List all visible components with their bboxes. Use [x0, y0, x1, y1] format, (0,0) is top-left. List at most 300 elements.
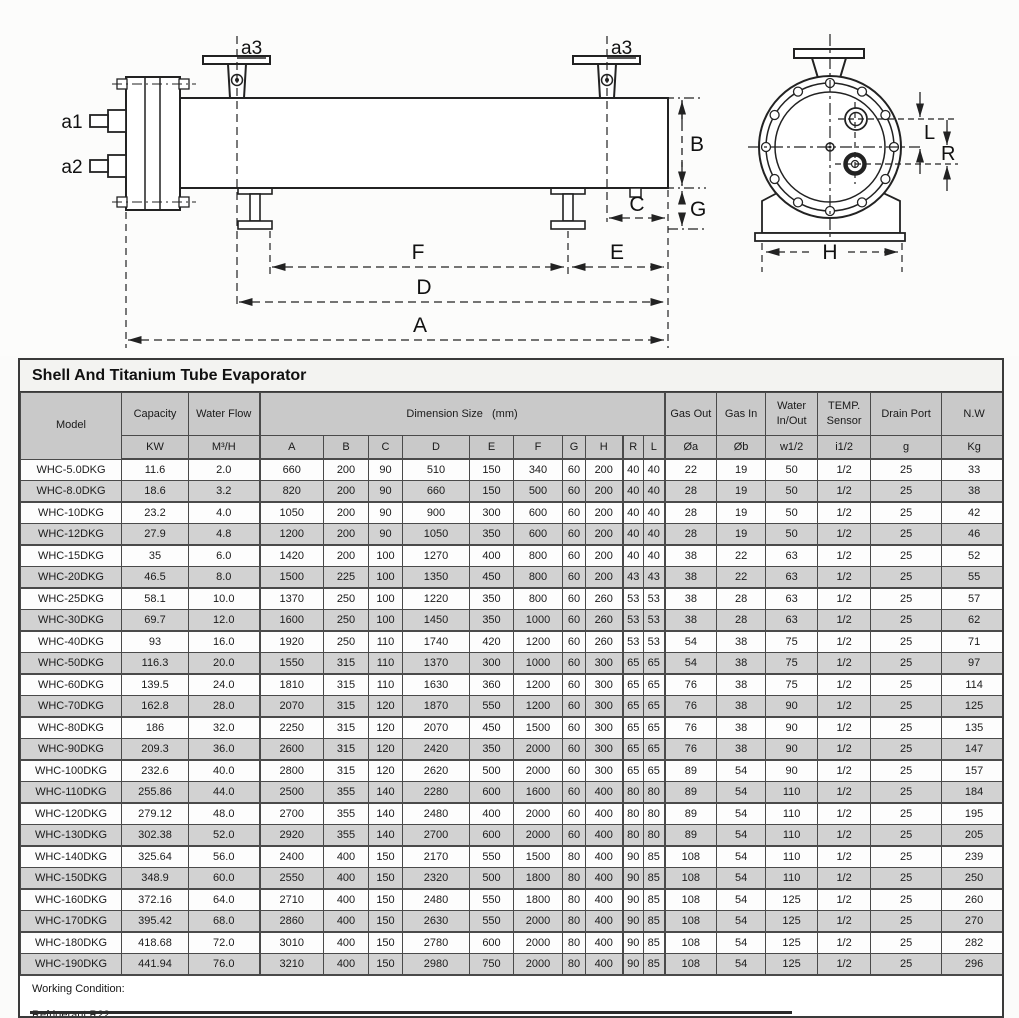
value-cell: 60 — [563, 502, 586, 524]
value-cell: 400 — [324, 954, 369, 976]
value-cell: 1370 — [403, 653, 470, 675]
value-cell: 325.64 — [122, 846, 189, 868]
value-cell: 2480 — [403, 889, 470, 911]
value-cell: 93 — [122, 631, 189, 653]
value-cell: 750 — [470, 954, 514, 976]
value-cell: 110 — [766, 782, 818, 804]
value-cell: 400 — [470, 803, 514, 825]
value-cell: 232.6 — [122, 760, 189, 782]
value-cell: 2630 — [403, 911, 470, 933]
value-cell: 2550 — [260, 868, 324, 890]
value-cell: 75 — [766, 653, 818, 675]
engineering-drawing — [0, 0, 1019, 356]
table-row — [21, 674, 1005, 696]
value-cell: 8.0 — [189, 567, 260, 589]
value-cell: 2420 — [403, 739, 470, 761]
value-cell: 110 — [369, 631, 403, 653]
value-cell: 80 — [623, 782, 644, 804]
value-cell: 65 — [623, 739, 644, 761]
value-cell: 50 — [766, 459, 818, 481]
spec-table — [20, 392, 1004, 976]
value-cell: 32.0 — [189, 717, 260, 739]
value-cell: 1500 — [260, 567, 324, 589]
value-cell: 450 — [470, 717, 514, 739]
value-cell: 260 — [586, 610, 623, 632]
model-cell: WHC-70DKG — [21, 696, 122, 718]
value-cell: 800 — [514, 588, 563, 610]
model-cell: WHC-170DKG — [21, 911, 122, 933]
table-row — [21, 502, 1005, 524]
value-cell: 2170 — [403, 846, 470, 868]
value-cell: 2000 — [514, 932, 563, 954]
value-cell: 2000 — [514, 911, 563, 933]
value-cell: 40 — [644, 459, 665, 481]
value-cell: 48.0 — [189, 803, 260, 825]
value-cell: 89 — [665, 760, 717, 782]
value-cell: 1600 — [514, 782, 563, 804]
model-cell: WHC-15DKG — [21, 545, 122, 567]
value-cell: 1350 — [403, 567, 470, 589]
value-cell: 25 — [871, 524, 942, 546]
value-cell: 1370 — [260, 588, 324, 610]
value-cell: 1800 — [514, 889, 563, 911]
col-header-water-flow: Water Flow — [189, 393, 260, 436]
value-cell: 400 — [586, 911, 623, 933]
value-cell: 260 — [942, 889, 1004, 911]
value-cell: 1/2 — [818, 803, 871, 825]
value-cell: 18.6 — [122, 481, 189, 503]
value-cell: 90 — [623, 889, 644, 911]
value-cell: 33 — [942, 459, 1004, 481]
value-cell: 1/2 — [818, 545, 871, 567]
value-cell: 1450 — [403, 610, 470, 632]
value-cell: 25 — [871, 889, 942, 911]
value-cell: 400 — [586, 803, 623, 825]
value-cell: 60 — [563, 481, 586, 503]
model-cell: WHC-5.0DKG — [21, 459, 122, 481]
nozzle-label-a1: a1 — [61, 112, 83, 133]
value-cell: 72.0 — [189, 932, 260, 954]
value-cell: 25 — [871, 481, 942, 503]
value-cell: 315 — [324, 760, 369, 782]
col-header-net-weight: N.W — [942, 393, 1004, 436]
value-cell: 89 — [665, 825, 717, 847]
value-cell: 20.0 — [189, 653, 260, 675]
value-cell: 125 — [766, 954, 818, 976]
value-cell: 25 — [871, 717, 942, 739]
value-cell: 80 — [644, 825, 665, 847]
value-cell: 1870 — [403, 696, 470, 718]
value-cell: 1050 — [403, 524, 470, 546]
value-cell: 75 — [766, 631, 818, 653]
value-cell: 1500 — [514, 717, 563, 739]
value-cell: 53 — [644, 631, 665, 653]
value-cell: 250 — [324, 588, 369, 610]
value-cell: 282 — [942, 932, 1004, 954]
value-cell: 135 — [942, 717, 1004, 739]
value-cell: 53 — [623, 610, 644, 632]
value-cell: 65 — [644, 674, 665, 696]
value-cell: 38 — [717, 696, 766, 718]
table-row — [21, 782, 1005, 804]
value-cell: 340 — [514, 459, 563, 481]
value-cell: 2000 — [514, 760, 563, 782]
value-cell: 1220 — [403, 588, 470, 610]
value-cell: 90 — [623, 911, 644, 933]
value-cell: 1/2 — [818, 631, 871, 653]
value-cell: 1/2 — [818, 502, 871, 524]
value-cell: 90 — [766, 696, 818, 718]
value-cell: 60 — [563, 567, 586, 589]
value-cell: 239 — [942, 846, 1004, 868]
value-cell: 90 — [369, 524, 403, 546]
model-cell: WHC-190DKG — [21, 954, 122, 976]
value-cell: 25 — [871, 567, 942, 589]
value-cell: 60 — [563, 653, 586, 675]
bracket-label-a3-right: a3 — [611, 38, 633, 59]
model-cell: WHC-80DKG — [21, 717, 122, 739]
value-cell: 63 — [766, 588, 818, 610]
value-cell: 200 — [586, 567, 623, 589]
value-cell: 90 — [766, 760, 818, 782]
table-row — [21, 889, 1005, 911]
value-cell: 150 — [369, 889, 403, 911]
value-cell: 80 — [563, 868, 586, 890]
value-cell: 116.3 — [122, 653, 189, 675]
value-cell: 108 — [665, 911, 717, 933]
value-cell: 400 — [586, 954, 623, 976]
value-cell: 150 — [369, 846, 403, 868]
value-cell: 2000 — [514, 803, 563, 825]
value-cell: 2800 — [260, 760, 324, 782]
value-cell: 40 — [644, 524, 665, 546]
model-cell: WHC-25DKG — [21, 588, 122, 610]
value-cell: 1/2 — [818, 674, 871, 696]
table-row — [21, 545, 1005, 567]
value-cell: 58.1 — [122, 588, 189, 610]
value-cell: 35 — [122, 545, 189, 567]
value-cell: 85 — [644, 889, 665, 911]
value-cell: 1/2 — [818, 868, 871, 890]
dim-col-R: R — [623, 436, 644, 460]
table-row — [21, 803, 1005, 825]
value-cell: 25 — [871, 739, 942, 761]
value-cell: 60 — [563, 803, 586, 825]
value-cell: 52 — [942, 545, 1004, 567]
value-cell: 65 — [623, 674, 644, 696]
value-cell: 2860 — [260, 911, 324, 933]
value-cell: 114 — [942, 674, 1004, 696]
value-cell: 400 — [586, 782, 623, 804]
value-cell: 40 — [623, 545, 644, 567]
value-cell: 400 — [470, 545, 514, 567]
value-cell: 400 — [586, 825, 623, 847]
value-cell: 500 — [514, 481, 563, 503]
value-cell: 1/2 — [818, 932, 871, 954]
value-cell: 150 — [470, 481, 514, 503]
value-cell: 90 — [766, 717, 818, 739]
value-cell: 108 — [665, 846, 717, 868]
dim-col-L: L — [644, 436, 665, 460]
value-cell: 40 — [623, 481, 644, 503]
unit-temp-sensor: i1/2 — [818, 436, 871, 460]
table-row — [21, 825, 1005, 847]
value-cell: 19 — [717, 481, 766, 503]
value-cell: 125 — [942, 696, 1004, 718]
value-cell: 90 — [369, 459, 403, 481]
dim-col-C: C — [369, 436, 403, 460]
value-cell: 300 — [586, 717, 623, 739]
value-cell: 108 — [665, 932, 717, 954]
dim-col-G: G — [563, 436, 586, 460]
value-cell: 25 — [871, 502, 942, 524]
value-cell: 300 — [586, 674, 623, 696]
value-cell: 19 — [717, 524, 766, 546]
value-cell: 1/2 — [818, 567, 871, 589]
value-cell: 76 — [665, 696, 717, 718]
value-cell: 57 — [942, 588, 1004, 610]
col-header-dimension-size: Dimension Size (mm) — [260, 393, 665, 436]
value-cell: 85 — [644, 954, 665, 976]
value-cell: 820 — [260, 481, 324, 503]
value-cell: 150 — [369, 911, 403, 933]
value-cell: 260 — [586, 631, 623, 653]
table-row — [21, 760, 1005, 782]
table-row — [21, 954, 1005, 976]
value-cell: 2980 — [403, 954, 470, 976]
value-cell: 90 — [623, 868, 644, 890]
value-cell: 1/2 — [818, 717, 871, 739]
value-cell: 150 — [369, 868, 403, 890]
value-cell: 2620 — [403, 760, 470, 782]
value-cell: 25 — [871, 932, 942, 954]
value-cell: 25 — [871, 588, 942, 610]
dim-col-D: D — [403, 436, 470, 460]
value-cell: 65 — [644, 717, 665, 739]
model-cell: WHC-140DKG — [21, 846, 122, 868]
value-cell: 260 — [586, 588, 623, 610]
nozzle-label-a2: a2 — [61, 157, 83, 178]
value-cell: 250 — [324, 610, 369, 632]
value-cell: 418.68 — [122, 932, 189, 954]
model-cell: WHC-130DKG — [21, 825, 122, 847]
value-cell: 54 — [717, 889, 766, 911]
value-cell: 52.0 — [189, 825, 260, 847]
value-cell: 60 — [563, 459, 586, 481]
value-cell: 1550 — [260, 653, 324, 675]
value-cell: 420 — [470, 631, 514, 653]
value-cell: 28 — [665, 481, 717, 503]
value-cell: 200 — [586, 481, 623, 503]
value-cell: 60 — [563, 610, 586, 632]
value-cell: 2700 — [403, 825, 470, 847]
value-cell: 90 — [623, 932, 644, 954]
value-cell: 38 — [665, 567, 717, 589]
value-cell: 120 — [369, 696, 403, 718]
value-cell: 65 — [644, 653, 665, 675]
value-cell: 53 — [623, 631, 644, 653]
value-cell: 195 — [942, 803, 1004, 825]
value-cell: 63 — [766, 610, 818, 632]
value-cell: 46.5 — [122, 567, 189, 589]
value-cell: 63 — [766, 567, 818, 589]
value-cell: 2070 — [403, 717, 470, 739]
value-cell: 3010 — [260, 932, 324, 954]
value-cell: 90 — [623, 846, 644, 868]
value-cell: 25 — [871, 674, 942, 696]
value-cell: 40 — [623, 502, 644, 524]
value-cell: 60 — [563, 545, 586, 567]
value-cell: 300 — [470, 502, 514, 524]
value-cell: 40 — [644, 502, 665, 524]
value-cell: 38 — [717, 631, 766, 653]
value-cell: 350 — [470, 610, 514, 632]
value-cell: 125 — [766, 932, 818, 954]
table-row — [21, 846, 1005, 868]
value-cell: 23.2 — [122, 502, 189, 524]
value-cell: 90 — [623, 954, 644, 976]
value-cell: 110 — [766, 846, 818, 868]
value-cell: 300 — [586, 696, 623, 718]
value-cell: 162.8 — [122, 696, 189, 718]
value-cell: 25 — [871, 696, 942, 718]
value-cell: 60 — [563, 631, 586, 653]
dim-label-A: A — [412, 314, 428, 337]
value-cell: 350 — [470, 588, 514, 610]
table-row — [21, 524, 1005, 546]
value-cell: 270 — [942, 911, 1004, 933]
value-cell: 28 — [717, 610, 766, 632]
value-cell: 65 — [623, 717, 644, 739]
value-cell: 2920 — [260, 825, 324, 847]
value-cell: 60 — [563, 674, 586, 696]
value-cell: 1/2 — [818, 889, 871, 911]
value-cell: 184 — [942, 782, 1004, 804]
value-cell: 600 — [470, 825, 514, 847]
value-cell: 600 — [514, 524, 563, 546]
value-cell: 2710 — [260, 889, 324, 911]
table-row — [21, 588, 1005, 610]
value-cell: 550 — [470, 911, 514, 933]
value-cell: 25 — [871, 631, 942, 653]
table-row — [21, 567, 1005, 589]
value-cell: 200 — [324, 459, 369, 481]
value-cell: 11.6 — [122, 459, 189, 481]
value-cell: 125 — [766, 889, 818, 911]
dim-label-G: G — [690, 198, 707, 221]
value-cell: 50 — [766, 502, 818, 524]
value-cell: 150 — [369, 954, 403, 976]
dim-label-C: C — [629, 193, 645, 216]
table-row — [21, 868, 1005, 890]
col-header-water-in-out: Water In/Out — [766, 393, 818, 436]
value-cell: 40 — [623, 459, 644, 481]
value-cell: 60 — [563, 717, 586, 739]
value-cell: 60 — [563, 588, 586, 610]
model-cell: WHC-50DKG — [21, 653, 122, 675]
value-cell: 54 — [717, 954, 766, 976]
value-cell: 250 — [942, 868, 1004, 890]
value-cell: 660 — [260, 459, 324, 481]
unit-gas-out: Øa — [665, 436, 717, 460]
value-cell: 510 — [403, 459, 470, 481]
value-cell: 1420 — [260, 545, 324, 567]
dim-label-L: L — [924, 122, 936, 144]
value-cell: 64.0 — [189, 889, 260, 911]
value-cell: 1/2 — [818, 825, 871, 847]
table-row — [21, 717, 1005, 739]
value-cell: 54 — [717, 760, 766, 782]
value-cell: 4.8 — [189, 524, 260, 546]
value-cell: 315 — [324, 717, 369, 739]
value-cell: 1/2 — [818, 459, 871, 481]
value-cell: 4.0 — [189, 502, 260, 524]
note-working-condition: Working Condition: — [32, 983, 125, 995]
value-cell: 85 — [644, 911, 665, 933]
value-cell: 600 — [514, 502, 563, 524]
col-header-temp-sensor: TEMP. Sensor — [818, 393, 871, 436]
value-cell: 315 — [324, 696, 369, 718]
value-cell: 3210 — [260, 954, 324, 976]
value-cell: 1200 — [514, 674, 563, 696]
value-cell: 54 — [717, 932, 766, 954]
value-cell: 24.0 — [189, 674, 260, 696]
value-cell: 43 — [644, 567, 665, 589]
value-cell: 200 — [324, 502, 369, 524]
value-cell: 120 — [369, 760, 403, 782]
dim-col-A: A — [260, 436, 324, 460]
value-cell: 315 — [324, 674, 369, 696]
value-cell: 60 — [563, 524, 586, 546]
value-cell: 2070 — [260, 696, 324, 718]
value-cell: 25 — [871, 846, 942, 868]
value-cell: 660 — [403, 481, 470, 503]
dim-col-B: B — [324, 436, 369, 460]
dim-label-H: H — [822, 241, 838, 264]
value-cell: 225 — [324, 567, 369, 589]
value-cell: 25 — [871, 653, 942, 675]
value-cell: 108 — [665, 889, 717, 911]
shell-body — [180, 98, 668, 188]
model-cell: WHC-40DKG — [21, 631, 122, 653]
value-cell: 1270 — [403, 545, 470, 567]
value-cell: 1200 — [514, 631, 563, 653]
value-cell: 54 — [717, 803, 766, 825]
value-cell: 50 — [766, 481, 818, 503]
value-cell: 80 — [644, 782, 665, 804]
value-cell: 80 — [644, 803, 665, 825]
value-cell: 25 — [871, 954, 942, 976]
value-cell: 205 — [942, 825, 1004, 847]
model-cell: WHC-160DKG — [21, 889, 122, 911]
value-cell: 2000 — [514, 954, 563, 976]
value-cell: 150 — [369, 932, 403, 954]
value-cell: 60 — [563, 739, 586, 761]
dim-label-B: B — [690, 133, 705, 156]
unit-water-flow: M³/H — [189, 436, 260, 460]
value-cell: 28 — [665, 502, 717, 524]
value-cell: 60 — [563, 782, 586, 804]
value-cell: 1920 — [260, 631, 324, 653]
value-cell: 22 — [717, 567, 766, 589]
value-cell: 38 — [665, 545, 717, 567]
value-cell: 2500 — [260, 782, 324, 804]
value-cell: 1600 — [260, 610, 324, 632]
col-header-model: Model — [21, 393, 122, 460]
table-row — [21, 739, 1005, 761]
value-cell: 53 — [644, 588, 665, 610]
table-row — [21, 911, 1005, 933]
